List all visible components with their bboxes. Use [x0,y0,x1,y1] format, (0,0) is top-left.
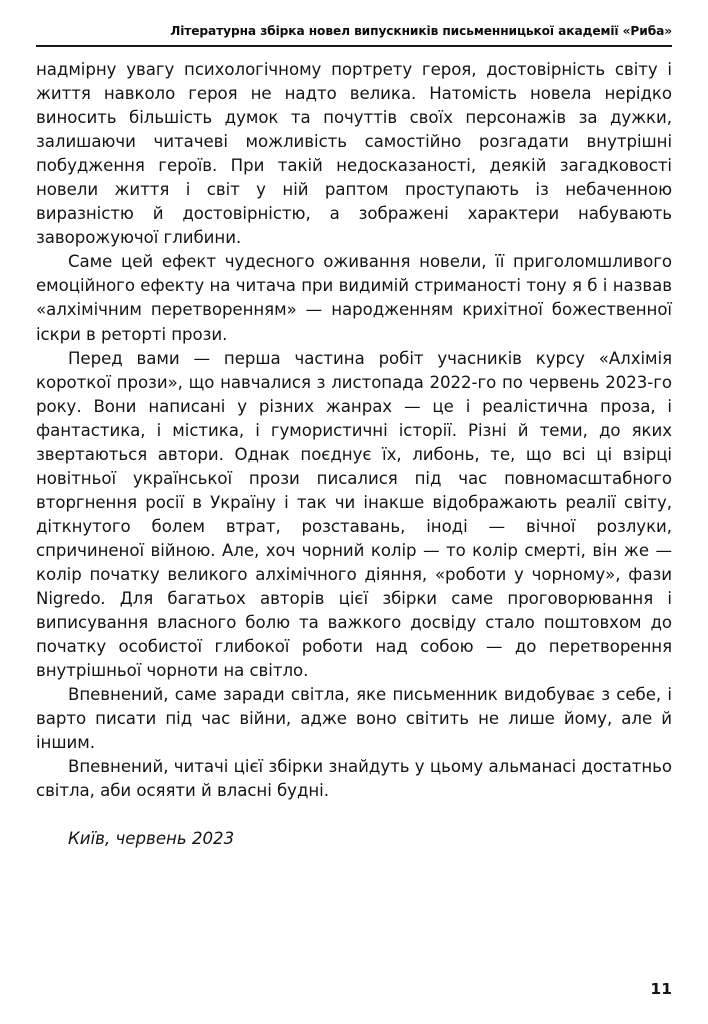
paragraph-light: Впевнений, саме заради світла, яке письменник видобуває з себе, і варто писати під час війни, адже воно світить не лише йому, але й іншим. [36,685,672,753]
body-text-column [36,58,672,852]
running-head: Літературна збірка новел випускників письменницької академії «Риба» [170,24,672,38]
paragraph-continued: надмірну увагу психологічному портрету героя, достовірність світу і життя навколо героя не надто велика. Натомість новела нерідко виносить більшість думок та почуттів своїх персонажів за дужки, залишаючи читачеві можливість самостійно розгадати внутрішні побудження героїв. При такій недосказаності, деякій загадковості новели життя і світ у ній раптом проступають із небаченною виразністю й достовірністю, а зображені характери набувають заворожуючої глибини. [36,60,672,248]
paragraph-alchemy: Саме цей ефект чудесного оживання новели, її приголомшливого емоційного ефекту на читача при видимій стриманості тону я б і назвав «алхімічним перетворенням» — народженням крихітної божественної іскри в реторті прози. [36,252,672,344]
paragraph-course: Перед вами — перша частина робіт учасників курсу «Алхімія короткої прози», що навчалися з листопада 2022-го по червень 2023-го року. Вони написані у різних жанрах — це і реалістична проза, і фантастика, і містика, і гумористичні історії. Різні й теми, до яких звертаються автори. Однак поєднує їх, либонь, те, що всі ці взірці новітньої української прози писалися під час повномасштабного вторгнення росії в Україну і так чи інакше відображають реалії світу, діткнутого болем втрат, розставань, іноді — вічної розлуки, спричиненої війною. Але, хоч чорний колір — то колір смерті, він же — колір початку великого алхімічного діяння, «роботи у чорному», фази Nigredo. Для багатьох авторів цієї збірки саме проговорювання і виписування власного болю та важкого досвіду стало поштовхом до початку особистої глибокої роботи над собою — до перетворення внутрішньої чорноти на світло. [36,348,672,681]
paragraph-readers: Впевнений, читачі цієї збірки знайдуть у цьому альманасі достатньо світла, аби осяяти й власні будні. [36,757,672,801]
page-number: 11 [650,980,672,998]
signature-place-date: Київ, червень 2023 [68,829,235,849]
header-divider-rule [36,45,672,47]
